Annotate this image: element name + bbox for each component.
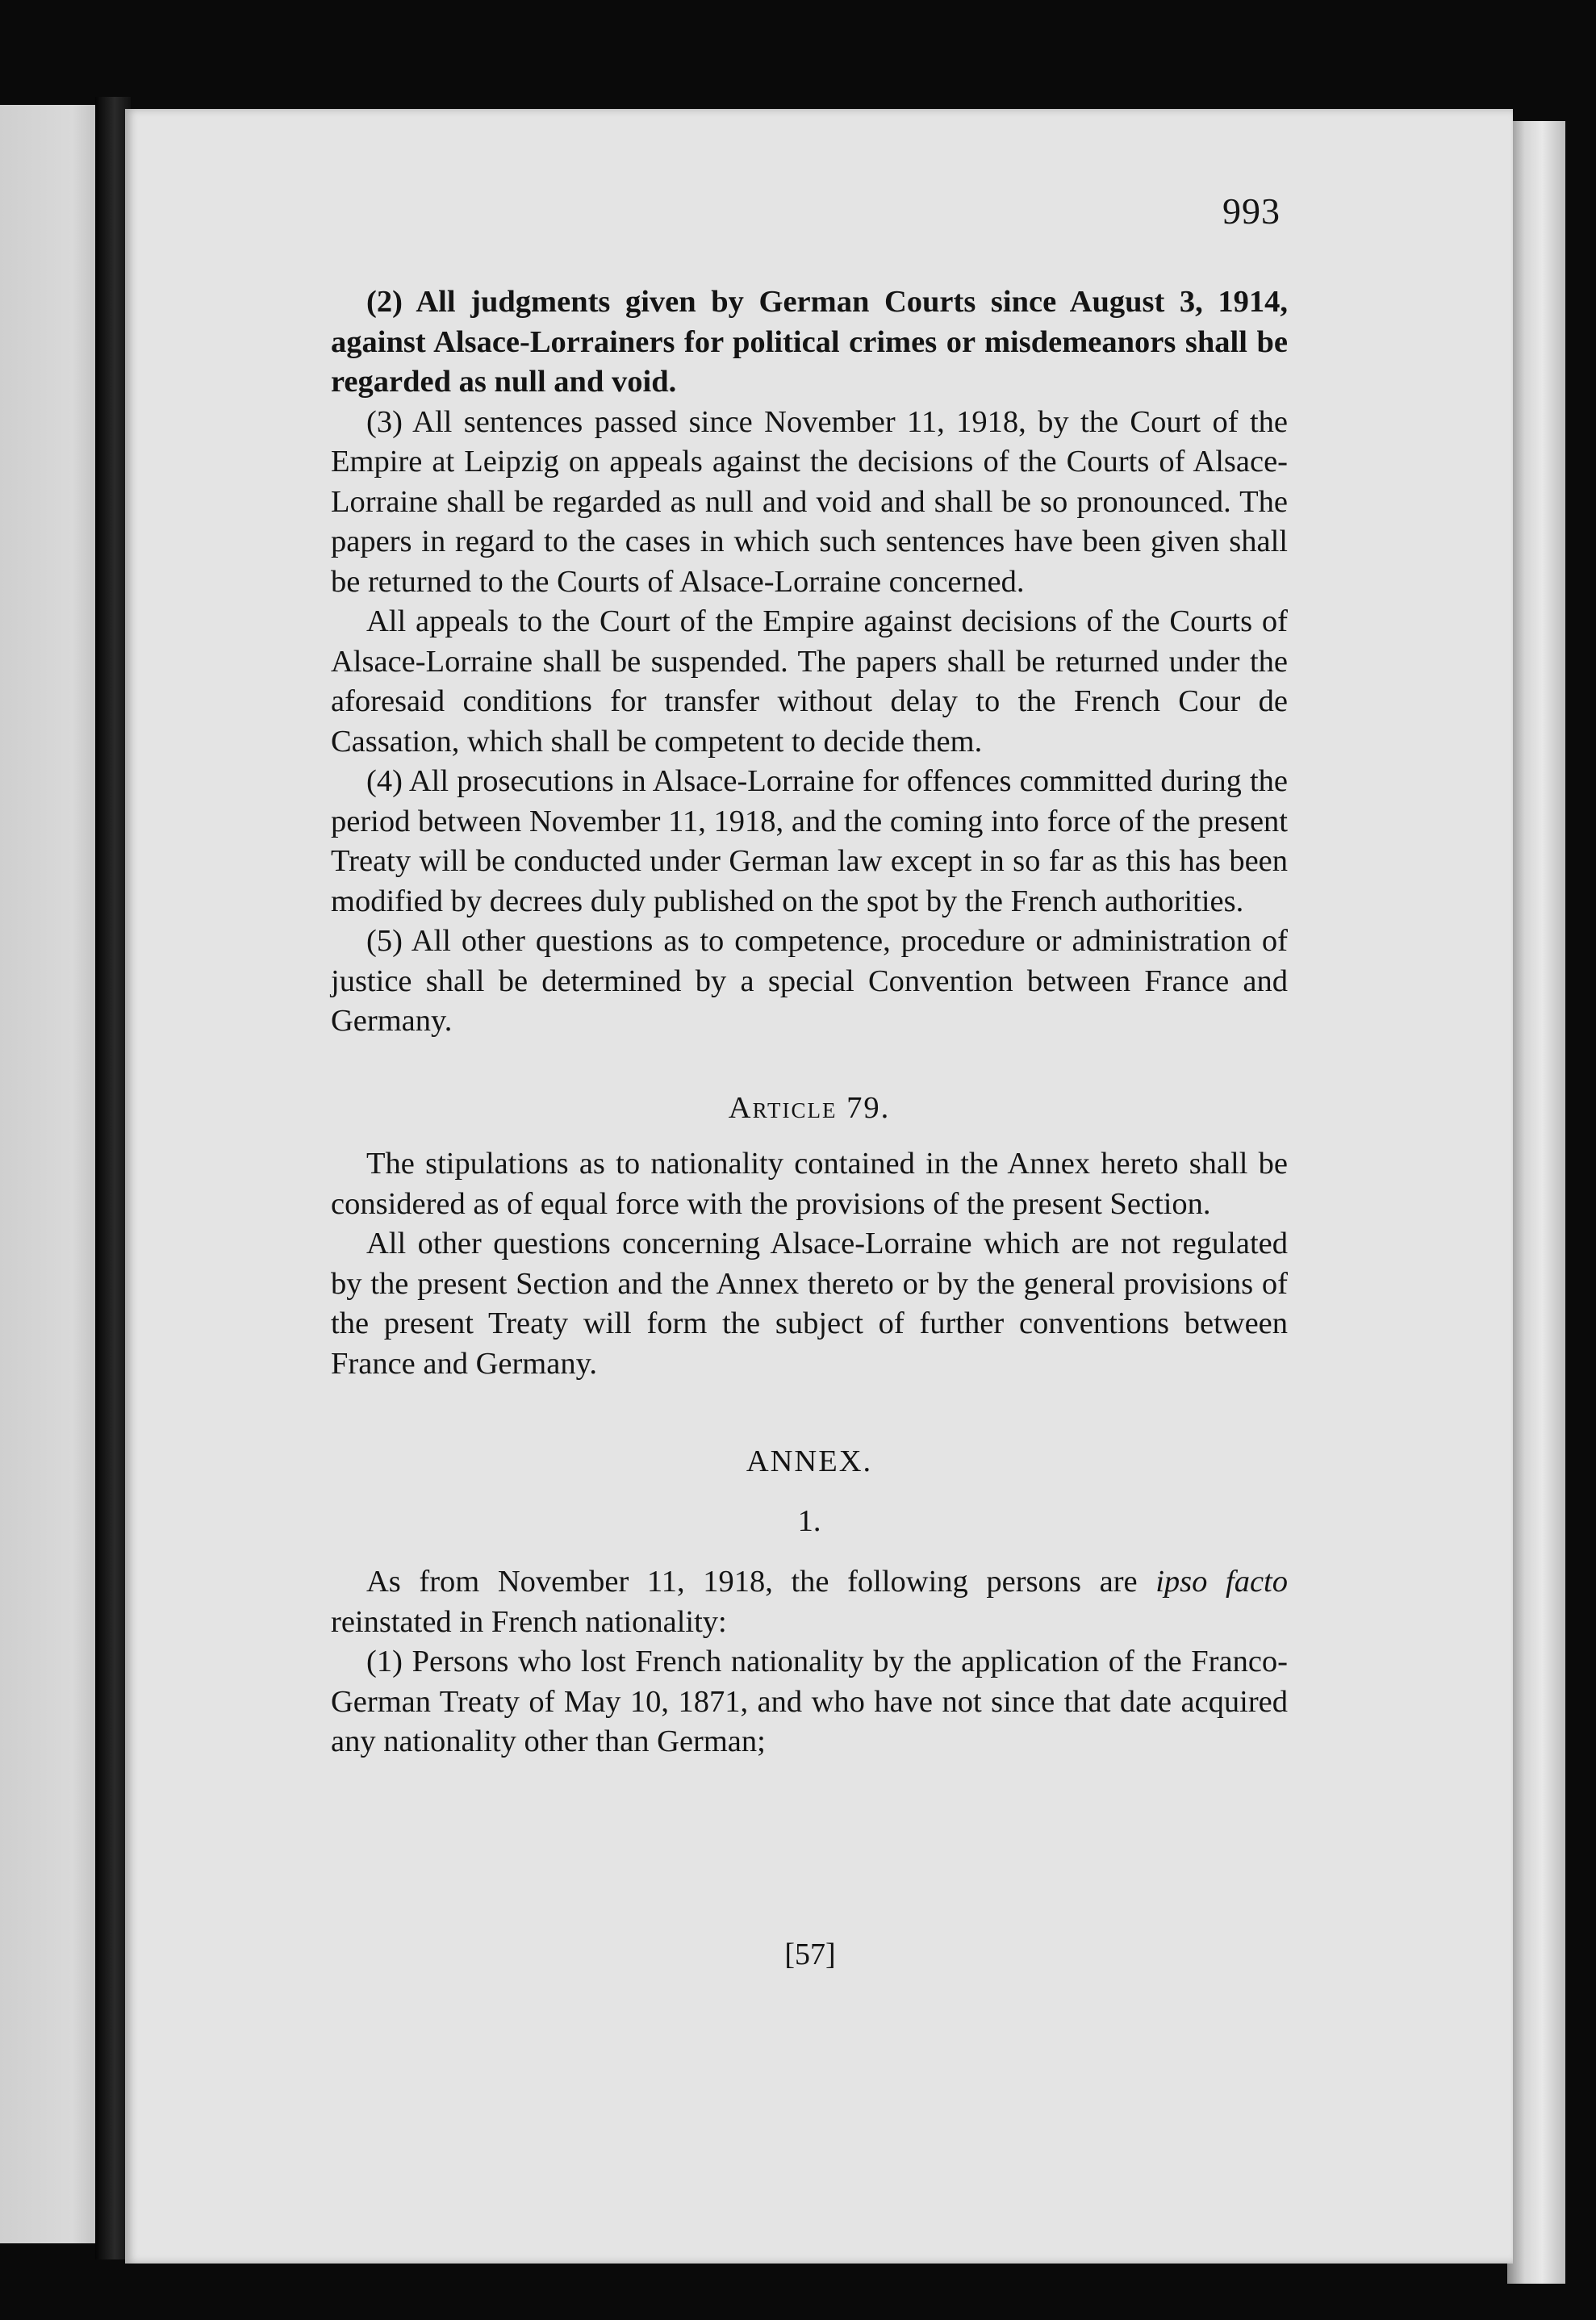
paragraph-4: (4) All prosecutions in Alsace-Lorraine for offences committed during the period between November 11, 1918, and the coming into force of the present Treaty will be conducted under German law except in so far as this has been modified by decrees duly published on the spot by the French authorities. [331,764,1288,918]
page-number: 993 [1222,190,1281,232]
annex-intro-text: As from November 11, 1918, the following persons are [366,1565,1156,1599]
article-paragraph-other-questions: All other questions concerning Alsace-Lorraine which are not regulated by the present Section and the Annex thereto or by the general provisions of the present Treaty will form the subject of further conventions between France and Germany. [331,1227,1288,1381]
signature-mark [0,1937,1596,1972]
signature-mark-text: [57] [784,1938,836,1971]
annex-section-number: 1. [797,1503,821,1538]
article-heading: Article 79. [728,1090,891,1125]
paragraph-3: (3) All sentences passed since November 11, 1918, by the Court of the Empire at Leipzig on appeals against the decisions of the Courts of Alsace-Lorraine shall be regarded as null and void and shall be so pronounced. The papers in regard to the cases in which such sentences have been given shall be returned to the Courts of Alsace-Lorraine concerned. [331,404,1288,599]
facing-page-edge [0,105,103,2243]
article-paragraph-stipulations: The stipulations as to nationality contained in the Annex hereto shall be considered as of equal force with the provisions of the present Section. [331,1147,1288,1221]
paragraph-2: (2) All judgments given by German Courts since August 3, 1914, against Alsace-Lorrainers for political crimes or misdemeanors shall be regarded as null and void. [331,285,1288,399]
annex-intro-italic: ipso facto [1155,1565,1288,1599]
annex-heading: ANNEX. [746,1444,873,1478]
annex-intro-text-end: reinstated in French nationality: [331,1604,727,1639]
paragraph-5: (5) All other questions as to competence, procedure or administration of justice shall be determined by a special Convention between France and Germany. [331,924,1288,1038]
annex-item-1: (1) Persons who lost French nationality by the application of the Franco-German Treaty of May 10, 1871, and who have not since that date acquired any nationality other than German; [331,1645,1288,1758]
annex-intro [331,1562,1288,1642]
page-body [331,282,1288,1762]
paragraph-appeals: All appeals to the Court of the Empire against decisions of the Courts of Alsace-Lorraine shall be suspended. The papers shall be returned under the aforesaid conditions for transfer without delay to the French Cour de Cassation, which shall be competent to decide them. [331,604,1288,759]
